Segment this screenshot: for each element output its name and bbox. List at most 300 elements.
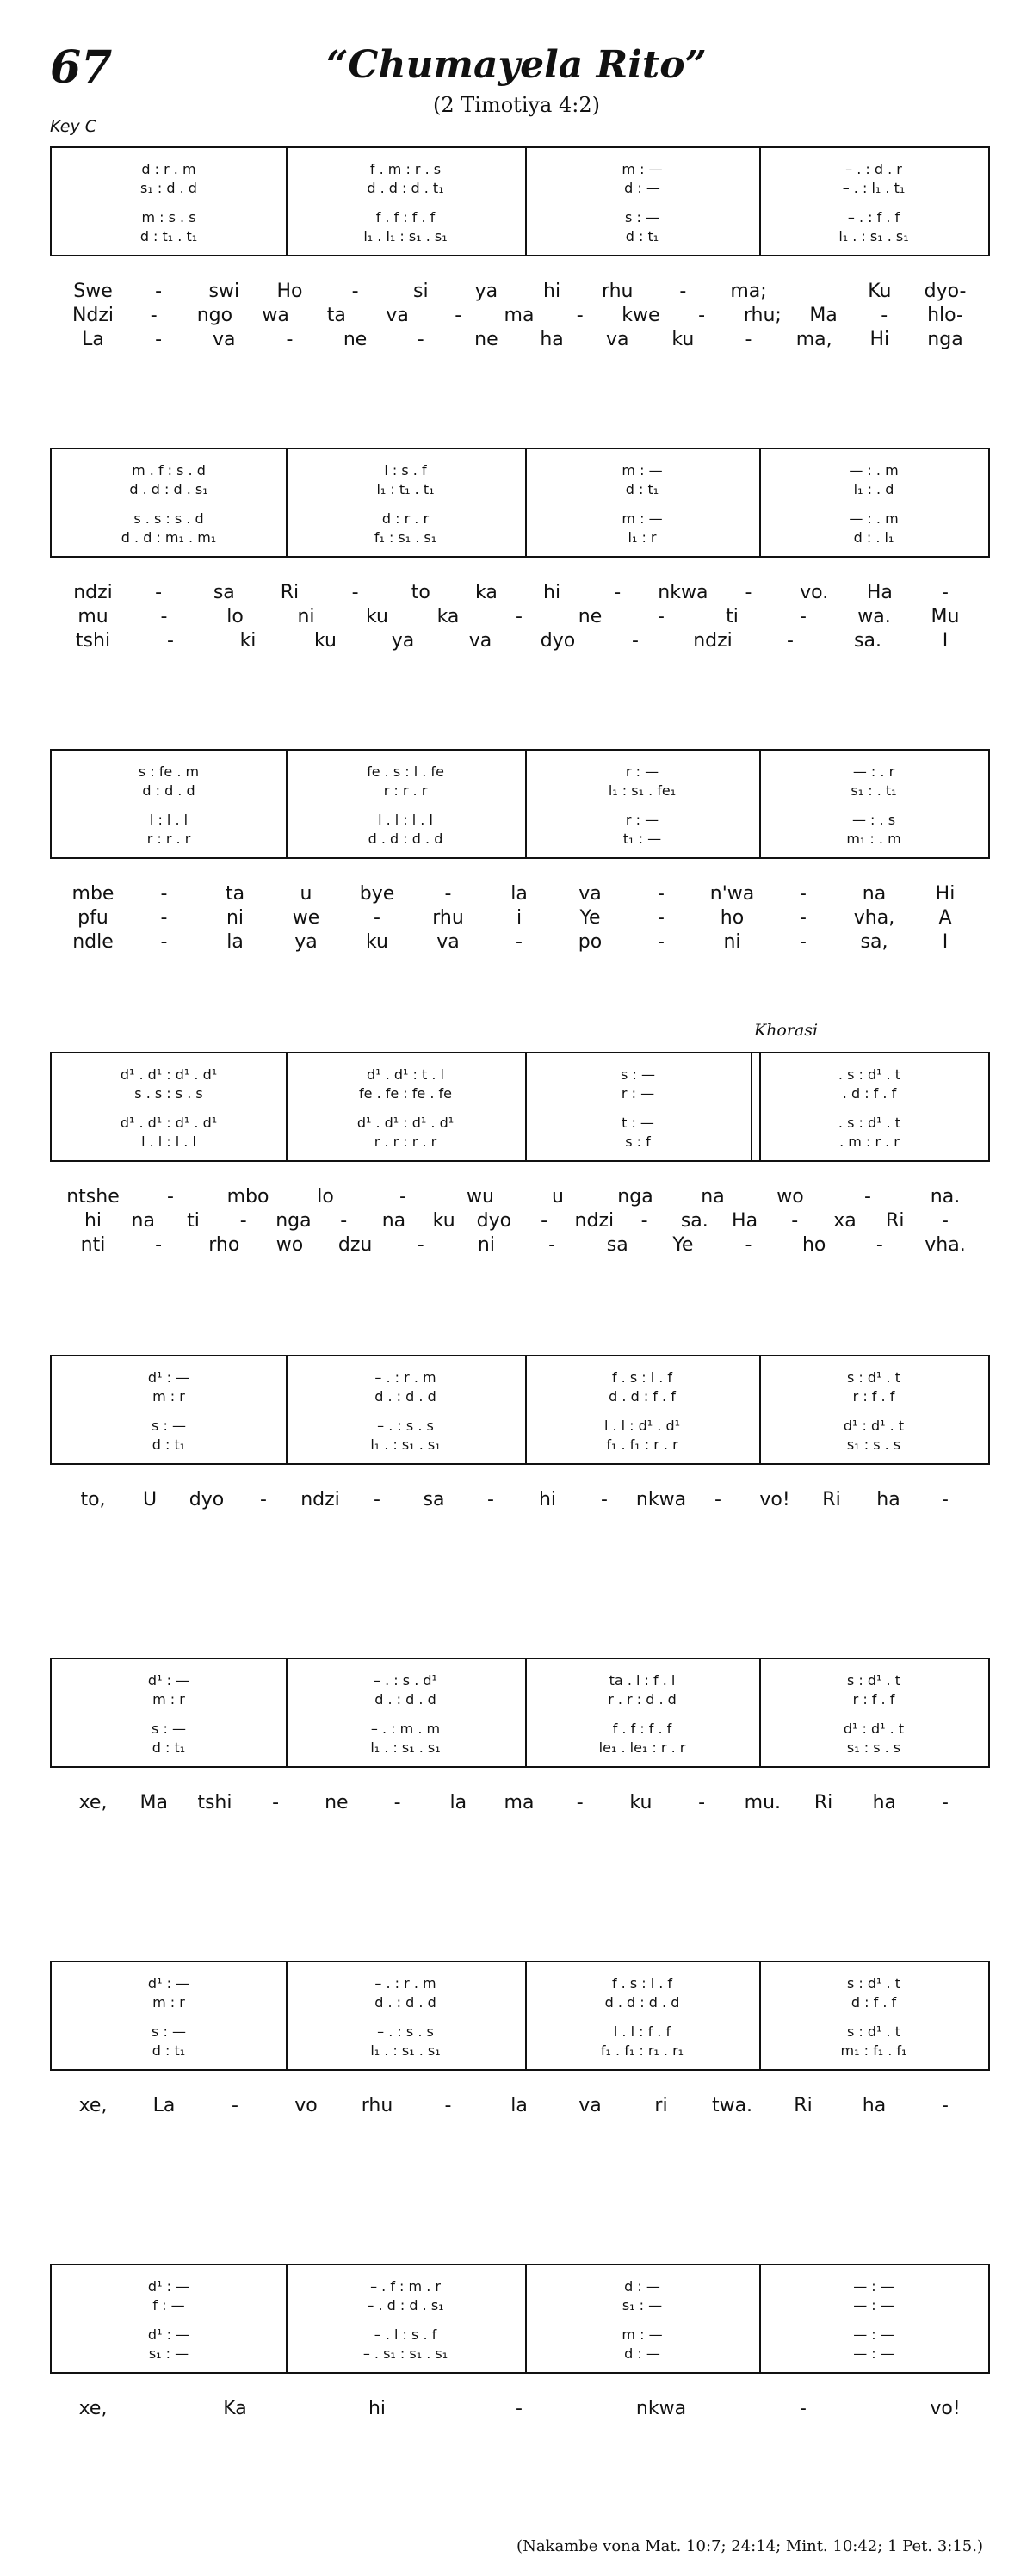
solfa-measure: r : r . r (146, 830, 191, 847)
lyric-syllable: Ye (579, 907, 601, 929)
solfa-measure: l₁ . : s₁ . s₁ (370, 2042, 441, 2059)
lyric-syllable: - (155, 1234, 163, 1256)
lyric-syllable: nga (617, 1186, 653, 1208)
lyric-syllable: - (444, 2095, 452, 2116)
solfa-measure: – . : s . d¹ (374, 1671, 437, 1689)
solfa-measure: m : s . s (141, 208, 196, 225)
lyric-line (50, 1186, 990, 1210)
lyric-syllable: La (82, 329, 104, 350)
solfa-measure: d : r . r (381, 510, 430, 527)
lyric-syllable: ku (365, 606, 389, 627)
solfa-measure: d¹ . d¹ : d¹ . d¹ (120, 1114, 218, 1131)
lyric-line (50, 883, 990, 907)
solfa-row (52, 811, 988, 828)
solfa-measure: f : — (152, 2296, 185, 2313)
solfa-measure: r : r . r (383, 781, 428, 799)
solfa-staff (50, 749, 990, 859)
lyric-syllable: ha (872, 1792, 896, 1813)
lyric-syllable: - (160, 883, 168, 905)
lyric-syllable: na (862, 883, 887, 905)
lyric-syllable: U (142, 1489, 158, 1510)
lyric-syllable: vha. (925, 1234, 966, 1256)
lyric-syllable: ni (477, 1234, 495, 1256)
lyric-syllable: n'wa (709, 883, 755, 905)
lyric-syllable: Mu (931, 606, 960, 627)
lyric-line (50, 1210, 990, 1234)
lyric-syllable: ne (578, 606, 603, 627)
solfa-row (52, 1368, 988, 1386)
solfa-measure: s₁ : — (148, 2344, 189, 2362)
lyric-syllable: na. (930, 1186, 961, 1208)
solfa-measure: d . : d . d (374, 1387, 436, 1405)
solfa-measure: d . d : f . f (609, 1387, 676, 1405)
solfa-measure: – . l : s . f (374, 2326, 437, 2343)
solfa-measure: l₁ . l₁ : s₁ . s₁ (363, 227, 448, 244)
lyric-syllable: vo (294, 2095, 318, 2116)
lyric-syllable: - (444, 883, 452, 905)
lyric-syllable: hlo- (927, 305, 963, 326)
music-system (50, 146, 990, 350)
solfa-row (52, 461, 988, 479)
solfa-measure: d : — (624, 2277, 660, 2295)
lyric-syllable: mu. (744, 1792, 782, 1813)
lyric-syllable: - (374, 1489, 380, 1510)
lyric-syllable: - (286, 329, 294, 350)
solfa-row (52, 528, 988, 546)
solfa-staff (50, 2264, 990, 2374)
lyric-syllable: - (351, 281, 359, 302)
solfa-measure: d : t₁ (152, 1436, 186, 1453)
lyric-syllable: - (160, 907, 168, 929)
lyric-syllable: Ha (866, 582, 893, 603)
solfa-row (52, 1084, 988, 1102)
lyric-syllable: - (272, 1792, 280, 1813)
lyric-syllable: - (239, 1210, 247, 1232)
solfa-measure: — : — (853, 2296, 894, 2313)
lyric-syllable: wo (275, 1234, 304, 1256)
solfa-row (52, 2277, 988, 2295)
lyric-syllable: - (745, 329, 752, 350)
lyric-syllable: rhu (432, 907, 464, 929)
lyric-syllable: - (260, 1489, 267, 1510)
lyric-syllable: bye (359, 883, 395, 905)
lyric-syllable: - (516, 931, 523, 953)
solfa-row (52, 763, 988, 780)
lyric-syllable: xa (833, 1210, 857, 1232)
solfa-measure: s₁ : s . s (846, 1739, 901, 1756)
lyric-syllable: dyo (476, 1210, 512, 1232)
solfa-row (52, 1417, 988, 1434)
lyric-syllable: - (881, 305, 888, 326)
solfa-measure: l₁ : . d (853, 480, 894, 497)
hymn-title: “Chumayela Rito” (326, 43, 707, 87)
music-system (50, 1355, 990, 1510)
lyric-syllable: va (605, 329, 629, 350)
lyric-syllable: Ma (809, 305, 838, 326)
solfa-measure: d¹ : — (147, 1368, 190, 1386)
solfa-row (52, 160, 988, 177)
lyric-syllable: - (745, 582, 752, 603)
solfa-measure: s : d¹ . t (847, 2023, 900, 2040)
solfa-measure: m . f : s . d (132, 461, 206, 479)
lyric-syllable: - (714, 1489, 721, 1510)
lyric-syllable: - (864, 1186, 871, 1208)
lyric-line (50, 907, 990, 931)
solfa-measure: l₁ : r (628, 528, 657, 546)
lyric-syllable: xe, (78, 1792, 108, 1813)
solfa-measure: d : t₁ (625, 227, 659, 244)
lyric-syllable: va (468, 630, 492, 652)
lyric-syllable: Ri (822, 1489, 841, 1510)
lyric-syllable: Ri (794, 2095, 813, 2116)
lyric-syllable: ya (294, 931, 318, 953)
solfa-measure: r : — (625, 763, 659, 780)
solfa-staff (50, 1658, 990, 1768)
solfa-row (52, 1739, 988, 1756)
solfa-measure: l . l : d¹ . d¹ (603, 1417, 681, 1434)
lyric-syllable: ka (475, 582, 498, 603)
solfa-measure: f₁ : s₁ . s₁ (374, 528, 437, 546)
lyric-syllable: - (787, 630, 794, 652)
solfa-row (52, 781, 988, 799)
lyric-syllable: - (155, 582, 163, 603)
lyric-syllable: xe, (78, 2398, 108, 2419)
lyric-syllable: - (374, 907, 380, 929)
solfa-measure: f . f : f . f (375, 208, 436, 225)
lyric-syllable: mu (77, 606, 108, 627)
lyric-syllable: hi (538, 1489, 557, 1510)
lyric-syllable: - (800, 883, 807, 905)
solfa-row (52, 2326, 988, 2343)
lyric-syllable: - (658, 931, 665, 953)
lyric-syllable: - (745, 1234, 752, 1256)
lyric-syllable: Ho (276, 281, 303, 302)
solfa-measure: — : . m (849, 510, 899, 527)
solfa-measure: l . l : f . f (613, 2023, 671, 2040)
solfa-measure: s : — (625, 208, 659, 225)
solfa-measure: d¹ : — (147, 1671, 190, 1689)
lyric-syllable: vo! (930, 2398, 961, 2419)
solfa-measure: f₁ . f₁ : r₁ . r₁ (600, 2042, 684, 2059)
lyric-syllable: mbo (226, 1186, 269, 1208)
lyric-syllable: hi (84, 1210, 102, 1232)
solfa-measure: d : t₁ (152, 2042, 186, 2059)
solfa-staff (50, 1961, 990, 2071)
lyric-syllable: ku (432, 1210, 455, 1232)
solfa-measure: r : — (625, 811, 659, 828)
solfa-measure: — : . r (852, 763, 895, 780)
lyric-syllable: ti (187, 1210, 200, 1232)
lyric-syllable: dyo (540, 630, 576, 652)
solfa-row (52, 179, 988, 196)
solfa-staff (50, 1355, 990, 1465)
lyric-syllable: - (393, 1792, 401, 1813)
solfa-measure: – . : f . f (847, 208, 900, 225)
solfa-measure: — : . s (851, 811, 896, 828)
lyric-syllable: dyo- (924, 281, 967, 302)
lyric-syllable: dyo (189, 1489, 225, 1510)
lyric-syllable: - (417, 1234, 424, 1256)
solfa-row (52, 480, 988, 497)
lyric-syllable: - (160, 606, 168, 627)
solfa-measure: d¹ : — (147, 2277, 190, 2295)
lyric-line (50, 281, 990, 305)
lyric-syllable: - (658, 606, 665, 627)
lyric-syllable: ka (436, 606, 460, 627)
lyric-syllable: I (942, 630, 949, 652)
lyric-syllable: Ye (672, 1234, 694, 1256)
solfa-measure: d . d : m₁ . m₁ (121, 528, 217, 546)
lyric-syllable: va (578, 883, 602, 905)
lyric-syllable: va (386, 305, 409, 326)
solfa-measure: . s : d¹ . t (838, 1066, 901, 1083)
lyric-syllable: i (516, 907, 523, 929)
lyric-syllable: ku (629, 1792, 653, 1813)
chorus-label: Khorasi (754, 1021, 819, 1040)
lyric-syllable: ne (474, 329, 498, 350)
solfa-measure: s₁ : . t₁ (851, 781, 897, 799)
lyric-syllable: rhu (601, 281, 634, 302)
solfa-row (52, 2023, 988, 2040)
lyric-syllable: ndzi (693, 630, 733, 652)
solfa-measure: d . d : d . t₁ (367, 179, 444, 196)
lyric-syllable: lo (317, 1186, 334, 1208)
lyric-syllable: vo. (800, 582, 829, 603)
solfa-measure: s : d¹ . t (847, 1368, 900, 1386)
solfa-measure: s₁ : d . d (140, 179, 197, 196)
solfa-measure: d¹ . d¹ : d¹ . d¹ (120, 1066, 218, 1083)
solfa-measure: . s : d¹ . t (838, 1114, 901, 1131)
lyric-syllable: Ri (813, 1792, 833, 1813)
lyric-syllable: - (487, 1489, 494, 1510)
solfa-measure: — : . m (849, 461, 899, 479)
solfa-measure: r : — (621, 1084, 655, 1102)
lyric-syllable: - (576, 1792, 584, 1813)
hymn-number: 67 (50, 41, 113, 94)
solfa-measure: . d : f . f (842, 1084, 897, 1102)
lyric-syllable: ma; (730, 281, 767, 302)
lyric-syllable: Ku (868, 281, 892, 302)
solfa-measure: – . f : m . r (370, 2277, 441, 2295)
lyric-syllable: - (150, 305, 158, 326)
lyric-syllable: hi (543, 281, 561, 302)
lyric-syllable: - (942, 582, 949, 603)
lyric-syllable: sa (606, 1234, 628, 1256)
lyric-syllable: Swe (73, 281, 113, 302)
lyric-syllable: rhu (361, 2095, 393, 2116)
solfa-row (52, 208, 988, 225)
lyric-syllable: ha (540, 329, 564, 350)
solfa-measure: d : r . m (141, 160, 196, 177)
lyric-syllable: ntshe (66, 1186, 120, 1208)
music-system (50, 2264, 990, 2419)
solfa-measure: d . d : d . d (604, 1993, 680, 2011)
lyric-syllable: Hi (935, 883, 956, 905)
lyric-syllable: Ha (732, 1210, 758, 1232)
lyric-syllable: hi (368, 2398, 387, 2419)
solfa-measure: d¹ . d¹ : t . l (367, 1066, 444, 1083)
solfa-measure: d¹ : — (147, 1974, 190, 1992)
lyric-syllable: po (578, 931, 603, 953)
lyric-syllable: - (516, 606, 523, 627)
solfa-measure: s . s : s . s (134, 1084, 203, 1102)
lyric-syllable: ta (225, 883, 245, 905)
lyric-syllable: ndzi (73, 582, 113, 603)
solfa-measure: – . : r . m (374, 1974, 436, 1992)
solfa-measure: m₁ : . m (846, 830, 901, 847)
lyric-syllable: to (411, 582, 430, 603)
lyric-line (50, 630, 990, 654)
solfa-measure: r . r : d . d (608, 1690, 677, 1708)
lyric-syllable: ki (239, 630, 257, 652)
music-system (50, 448, 990, 652)
solfa-measure: d : f . f (851, 1993, 897, 2011)
lyric-syllable: ku (671, 329, 695, 350)
solfa-measure: l₁ . : s₁ . s₁ (838, 227, 909, 244)
lyric-syllable: u (552, 1186, 564, 1208)
solfa-measure: t : — (622, 1114, 654, 1131)
solfa-staff (50, 146, 990, 256)
solfa-measure: s : — (152, 1720, 186, 1737)
lyric-syllable: tshi (197, 1792, 232, 1813)
lyric-line (50, 1234, 990, 1258)
lyric-syllable: - (800, 907, 807, 929)
lyric-syllable: ta (326, 305, 346, 326)
key-signature: Key C (50, 117, 97, 136)
solfa-measure: s : — (152, 2023, 186, 2040)
solfa-measure: – . : s . s (377, 2023, 434, 2040)
music-system (50, 749, 990, 953)
lyric-syllable: - (800, 931, 807, 953)
solfa-staff (50, 448, 990, 558)
lyric-syllable: - (942, 1792, 949, 1813)
lyric-syllable: swi (208, 281, 240, 302)
lyric-syllable: ya (391, 630, 415, 652)
solfa-measure: – . d : d . s₁ (367, 2296, 444, 2313)
scripture-reference: (2 Timotiya 4:2) (433, 93, 600, 117)
lyric-syllable: Ma (139, 1792, 168, 1813)
lyric-syllable: - (800, 2398, 807, 2419)
solfa-row (52, 1066, 988, 1083)
lyric-syllable: la (510, 2095, 528, 2116)
solfa-row (52, 1387, 988, 1405)
lyric-syllable: - (232, 2095, 238, 2116)
lyric-line (50, 329, 990, 353)
lyric-syllable: ku (313, 630, 337, 652)
lyric-syllable: - (548, 1234, 556, 1256)
lyric-syllable: ne (325, 1792, 349, 1813)
lyric-syllable: ho (801, 1234, 826, 1256)
lyric-syllable: - (791, 1210, 799, 1232)
lyric-syllable: la (510, 883, 528, 905)
lyric-syllable: wu (467, 1186, 494, 1208)
lyric-syllable: - (679, 281, 687, 302)
solfa-measure: m : — (622, 160, 663, 177)
lyric-syllable: va (578, 2095, 602, 2116)
lyric-line (50, 2398, 990, 2422)
lyric-line (50, 1792, 990, 1816)
lyric-syllable: ngo (196, 305, 233, 326)
solfa-measure: – . : r . m (374, 1368, 436, 1386)
lyric-syllable: - (942, 1489, 949, 1510)
music-system (50, 1658, 990, 1813)
solfa-measure: r : f . f (852, 1387, 895, 1405)
solfa-row (52, 2344, 988, 2362)
solfa-measure: d . : d . d (374, 1690, 436, 1708)
lyric-syllable: kwe (622, 305, 660, 326)
solfa-measure: d¹ . d¹ : d¹ . d¹ (356, 1114, 455, 1131)
lyric-syllable: sa (423, 1489, 445, 1510)
solfa-measure: f₁ . f₁ : r . r (606, 1436, 678, 1453)
solfa-measure: d¹ : — (147, 2326, 190, 2343)
solfa-measure: s : f (625, 1133, 651, 1150)
lyric-syllable: nkwa (635, 1489, 687, 1510)
solfa-measure: s₁ : s . s (846, 1436, 901, 1453)
solfa-measure: s : — (152, 1417, 186, 1434)
lyric-syllable: rhu; (743, 305, 782, 326)
solfa-measure: l₁ . : s₁ . s₁ (370, 1436, 441, 1453)
lyric-syllable: la (449, 1792, 467, 1813)
lyric-syllable: lo (226, 606, 244, 627)
solfa-row (52, 510, 988, 527)
lyric-syllable: - (516, 2398, 523, 2419)
solfa-measure: f . m : r . s (369, 160, 442, 177)
lyric-syllable: sa. (854, 630, 881, 652)
lyric-syllable: si (412, 281, 429, 302)
solfa-measure: l : l . l (149, 811, 189, 828)
lyric-syllable: - (167, 1186, 174, 1208)
solfa-measure: — : — (853, 2344, 894, 2362)
solfa-row (52, 1974, 988, 1992)
solfa-measure: le₁ . le₁ : r . r (598, 1739, 686, 1756)
lyric-syllable: we (292, 907, 320, 929)
lyric-syllable: - (800, 606, 807, 627)
lyric-syllable: twa. (711, 2095, 753, 2116)
lyric-syllable: to, (80, 1489, 106, 1510)
lyric-syllable: vo! (759, 1489, 790, 1510)
lyric-syllable: ha (862, 2095, 887, 2116)
lyric-line (50, 582, 990, 606)
lyric-syllable: va (436, 931, 460, 953)
lyric-syllable: - (417, 329, 424, 350)
solfa-measure: s : d¹ . t (847, 1974, 900, 1992)
lyric-syllable: mbe (71, 883, 114, 905)
lyric-line (50, 606, 990, 630)
solfa-measure: m : — (622, 461, 663, 479)
solfa-row (52, 1133, 988, 1150)
solfa-measure: – . : s . s (377, 1417, 434, 1434)
lyric-syllable: - (541, 1210, 548, 1232)
lyric-syllable: - (658, 907, 665, 929)
lyric-syllable: - (167, 630, 174, 652)
lyric-line (50, 1489, 990, 1513)
solfa-measure: f . s : l . f (611, 1974, 673, 1992)
solfa-measure: l . l : l . l (378, 811, 433, 828)
lyric-line (50, 2095, 990, 2119)
lyric-syllable: - (601, 1489, 608, 1510)
lyric-syllable: ndzi (574, 1210, 615, 1232)
lyric-syllable: nga (927, 329, 963, 350)
lyric-syllable: nkwa (658, 582, 708, 603)
solfa-measure: s : fe . m (138, 763, 200, 780)
lyric-syllable: I (942, 931, 949, 953)
lyric-syllable: ya (474, 281, 498, 302)
lyric-syllable: nga (275, 1210, 312, 1232)
lyric-syllable: vha, (853, 907, 895, 929)
lyric-syllable: A (938, 907, 952, 929)
solfa-measure: – . s₁ : s₁ . s₁ (362, 2344, 448, 2362)
lyric-line (50, 931, 990, 955)
